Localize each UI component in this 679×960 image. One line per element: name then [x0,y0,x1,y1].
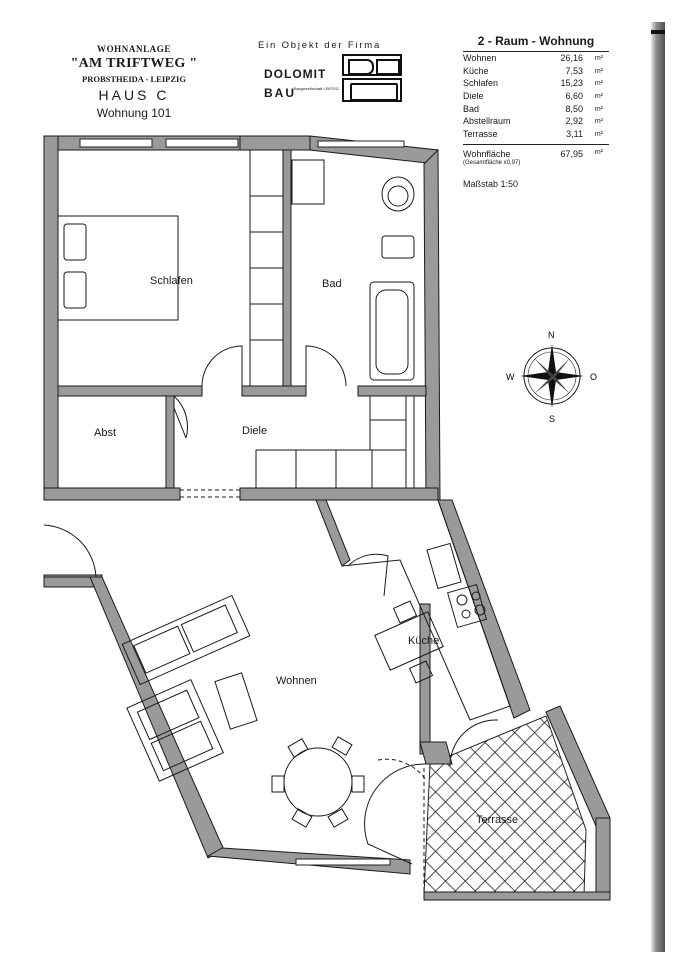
room-area: 7,53 [565,65,583,76]
label-abst: Abst [94,427,117,439]
room-area: 2,92 [565,116,583,127]
diele-shelf [370,396,406,450]
logo-text-bau: BAU [264,86,296,100]
label-terrasse: Terrasse [476,814,519,826]
window-living-bottom [296,859,390,865]
compass-w: W [506,372,515,382]
wall-kitchen-diag [316,500,350,566]
wall-right-bottom [596,818,610,898]
diele-dashed-opening [180,490,240,497]
room-area: 6,60 [565,91,583,102]
label-schlafen: Schlafen [150,275,193,287]
door-terrace-3 [378,759,426,780]
logo-text-dolomit: DOLOMIT [264,67,327,81]
wall-mid-3 [358,386,426,396]
wall-bottom [424,892,610,900]
window-bath [318,141,404,147]
burner-1 [457,595,467,605]
door-entrance [44,525,96,577]
total-label: Wohnfläche [463,148,511,159]
room-unit: m² [594,105,603,113]
room-unit: m² [594,67,603,75]
bedroom-furniture [58,216,178,320]
room-name: Wohnen [463,53,497,63]
dining-chair-1 [288,739,308,757]
door-bedroom [202,346,242,386]
room-unit: m² [594,80,603,88]
project-name: "AM TRIFTWEG " [70,56,198,71]
kitchen-chair-1 [394,601,417,623]
room-name: Bad [463,103,480,114]
room-name: Abstellraum [463,116,511,127]
door-terrace-1 [365,764,426,864]
wall-top-right [240,136,310,150]
burner-3 [462,610,470,618]
window-bedroom-2 [166,139,238,147]
dining-chair-6 [328,809,348,827]
bath-fixtures [292,160,414,380]
door-bath [306,346,346,386]
room-unit: m² [594,118,603,126]
wall-top-bath [310,136,438,164]
room-name: Küche [463,65,489,76]
total-value: 67,95 [560,148,583,159]
wall-right-upper [424,150,440,500]
door-kitchen [348,554,388,596]
window-bedroom-1 [80,139,152,147]
windows [80,139,404,865]
wall-bed-bath [283,150,291,386]
scale-label: Maßstab 1:50 [463,178,519,189]
diele-right-wall-line [406,396,414,488]
wall-abst [166,396,174,488]
coffee-table [215,673,257,729]
bathtub-inner [376,290,408,374]
wall-kitchen-corner [420,742,452,764]
pillow-1 [64,224,86,260]
room-name: Diele [463,91,484,102]
dining-chair-4 [272,776,284,792]
door-abst [174,396,188,438]
washbasin-inner [388,186,408,206]
room-unit: m² [594,55,603,62]
project-line-1: WOHNANLAGE [96,44,171,54]
label-kueche: Küche [408,635,440,647]
compass-o: O [590,372,598,382]
wall-mid-2 [242,386,306,396]
label-wohnen: Wohnen [276,675,317,687]
label-diele: Diele [242,425,268,437]
label-bad: Bad [322,278,342,290]
compass-n: N [548,330,555,340]
dining-chair-3 [352,776,364,792]
company-intro: Ein Objekt der Firma [258,40,382,51]
total-note: (Gesamtfläche x0,97) [463,159,521,166]
bed [58,216,178,320]
wall-left-upper [44,136,58,500]
room-area: 8,50 [565,103,583,114]
wall-mid-1 [58,386,202,396]
room-name: Terrasse [463,129,498,140]
diele-cabinet [256,450,406,488]
room-area: 15,23 [560,78,583,89]
apartment-title: 2 - Raum - Wohnung [463,34,609,52]
house-label: HAUS C [98,87,170,103]
pillow-2 [64,272,86,308]
compass-rose [504,326,600,426]
room-name: Schlafen [463,78,499,89]
room-unit: m² [594,131,603,139]
dining-chair-5 [292,809,312,827]
toilet [382,236,414,258]
total-unit: m² [594,148,603,156]
wall-lower-b [240,488,438,500]
wall-left-diag [90,577,224,858]
wall-lower-a [44,488,180,500]
room-area: 3,11 [566,129,583,140]
compass-s: S [549,414,556,424]
unit-label: Wohnung 101 [96,106,172,120]
bath-cabinet [292,160,324,204]
wardrobe [250,150,283,386]
logo-small-text: Baugesellschaft LEIPZIG [294,86,339,91]
room-unit: m² [594,93,603,101]
dining-table [284,748,352,816]
project-location: PROBSTHEIDA - LEIPZIG [82,74,186,84]
room-area: 26,16 [560,53,583,63]
